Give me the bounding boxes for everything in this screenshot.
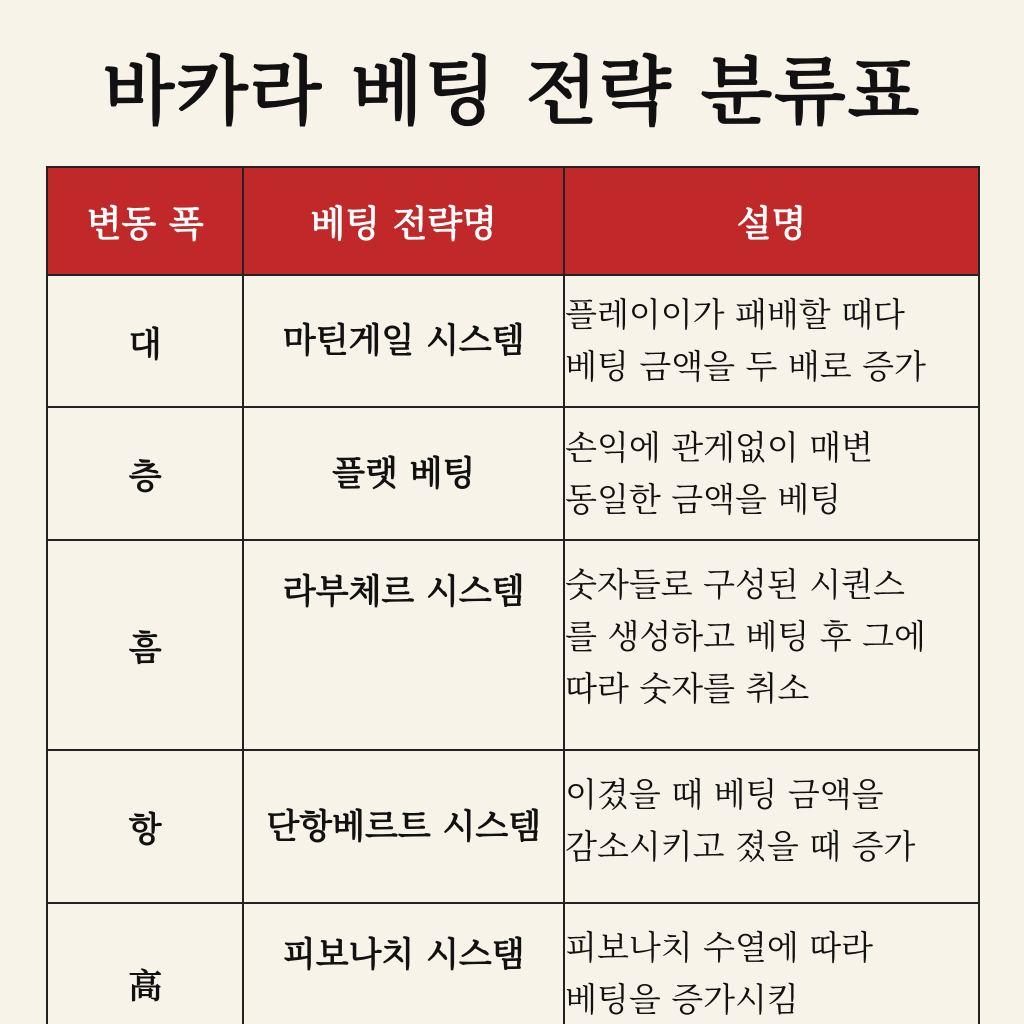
table-row: [47, 540, 979, 750]
table-header-row: [47, 167, 979, 275]
description-line: 를 생성하고 베팅 후 그에: [565, 617, 926, 656]
description-cell: [564, 750, 979, 903]
strategy-name-cell: 마틴게일 시스템: [243, 275, 564, 407]
description-cell: [564, 407, 979, 540]
strategy-name-cell: 피보나치 시스탬: [243, 903, 564, 1024]
description-line: 손익에 관게없이 매변: [565, 427, 873, 467]
description-line: 따라 숫자를 취소: [565, 669, 810, 708]
strategy-name-cell: 플랫 베팅: [243, 407, 564, 540]
description-cell: [564, 540, 979, 750]
range-cell: 高: [47, 903, 243, 1024]
description-line: 베팅을 증가시킴: [565, 980, 799, 1019]
description-line: 동일한 금액을 베팅: [565, 479, 842, 519]
table-row: [47, 407, 979, 540]
strategy-name-cell: 라부체르 시스템: [243, 540, 564, 750]
strategy-table: [46, 166, 980, 1024]
range-cell: 항: [47, 750, 243, 903]
table-row: [47, 275, 979, 407]
description-cell: [564, 903, 979, 1024]
description-line: 베팅 금액을 두 배로 증가: [565, 347, 926, 386]
strategy-name-cell: 단항베르트 시스템: [243, 750, 564, 903]
description-line: 플레이이가 패배할 때다: [565, 295, 905, 334]
range-cell: 대: [47, 275, 243, 407]
description-line: 숫자들로 구성된 시퀀스: [565, 565, 905, 604]
description-cell: [564, 275, 979, 407]
description-line: 이겼을 때 베팅 금액을: [565, 775, 884, 814]
page-title: 바카라 베팅 전략 분류표: [102, 49, 922, 135]
range-cell: 층: [47, 407, 243, 540]
range-cell: 흠: [47, 540, 243, 750]
description-line: 감소시키고 졌을 때 증가: [565, 827, 916, 866]
header-range: 변동 폭: [47, 167, 243, 275]
header-strategy-name: 베팅 전략명: [243, 167, 564, 275]
header-description: 설명: [564, 167, 979, 275]
description-line: 피보나치 수열에 따라: [565, 928, 873, 967]
table-row: [47, 903, 979, 1024]
table-row: [47, 750, 979, 903]
